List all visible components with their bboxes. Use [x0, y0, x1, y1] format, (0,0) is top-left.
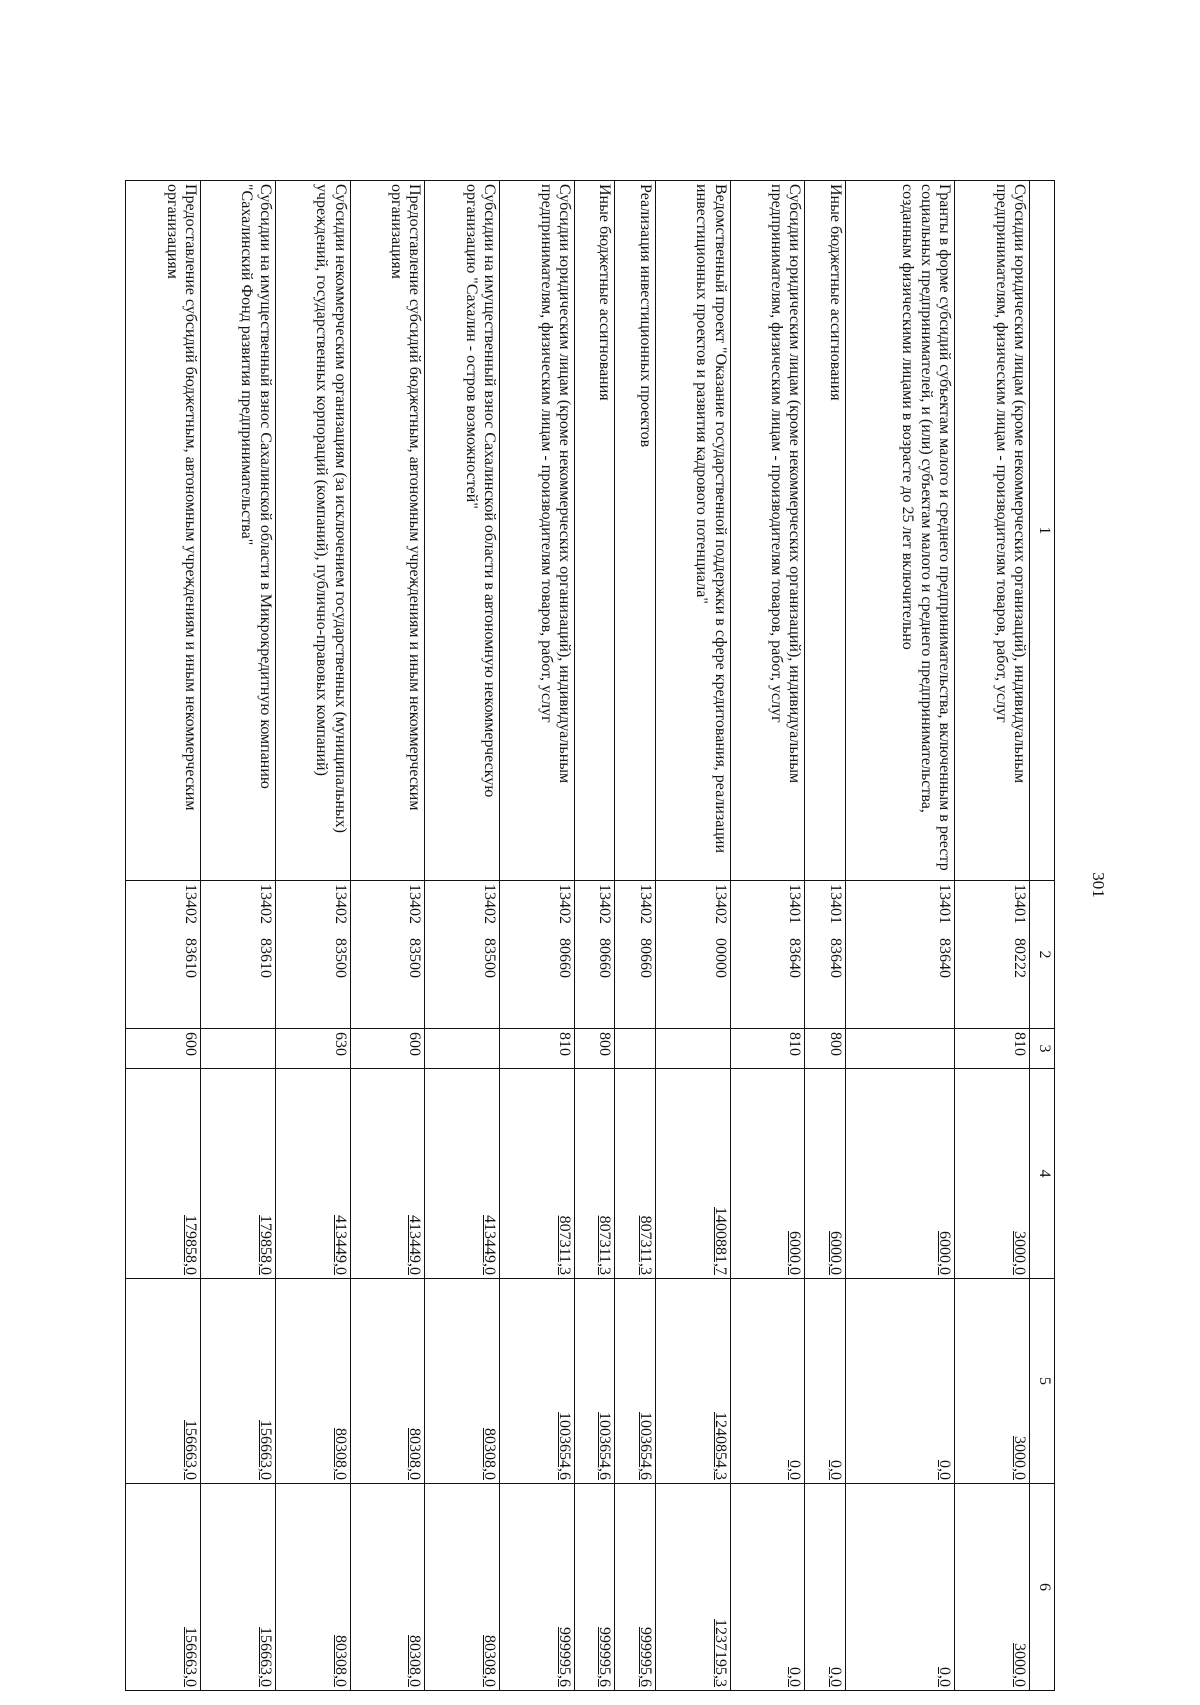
- table-row: [500, 181, 575, 1691]
- row-value-6: [425, 1484, 500, 1691]
- code-direction: 83500: [331, 938, 349, 978]
- amount-col6: 999995,6: [596, 1627, 614, 1687]
- table-row: [200, 181, 275, 1691]
- row-name: [655, 181, 730, 881]
- row-value-5: [575, 1279, 615, 1484]
- kvr-code: 800: [826, 1032, 844, 1056]
- column-header: 2: [1030, 881, 1055, 1029]
- table-row: [126, 181, 201, 1691]
- amount-col5: 80308,0: [406, 1428, 424, 1480]
- row-code: [126, 881, 201, 1029]
- kvr-code: 800: [596, 1032, 614, 1056]
- row-value-6: [200, 1484, 275, 1691]
- kvr-code: 810: [1011, 1032, 1028, 1056]
- row-name: [425, 181, 500, 881]
- row-name: [730, 181, 805, 881]
- code-program: 13402: [481, 884, 499, 924]
- row-kvr: [955, 1029, 1030, 1069]
- row-code: [615, 881, 655, 1029]
- row-name: [805, 181, 845, 881]
- row-value-5: [126, 1279, 201, 1484]
- amount-col4: 179858,0: [256, 1215, 274, 1275]
- row-value-5: [275, 1279, 350, 1484]
- table-row: [655, 181, 730, 1691]
- code-program: 13401: [1011, 884, 1028, 924]
- code-direction: 83610: [181, 938, 199, 978]
- code-program: 13401: [826, 884, 844, 924]
- row-value-5: [350, 1279, 425, 1484]
- code-direction: 83640: [936, 938, 954, 978]
- amount-col5: 156663,0: [256, 1420, 274, 1480]
- amount-col5: 3000,0: [1011, 1436, 1028, 1480]
- row-code: [500, 881, 575, 1029]
- row-value-5: [425, 1279, 500, 1484]
- row-code: [845, 881, 954, 1029]
- row-kvr: [730, 1029, 805, 1069]
- page-number: 301: [1089, 872, 1108, 898]
- row-code: [275, 881, 350, 1029]
- row-name-text: Предоставление субсидий бюджетным, автономным учреждениям и иным некоммерческим организациям: [163, 184, 199, 811]
- table-row: [425, 181, 500, 1691]
- row-value-6: [575, 1484, 615, 1691]
- row-name: [200, 181, 275, 881]
- row-code: [350, 881, 425, 1029]
- row-value-6: [730, 1484, 805, 1691]
- code-direction: 80660: [596, 938, 614, 978]
- row-value-5: [200, 1279, 275, 1484]
- table-row: [955, 181, 1030, 1691]
- row-value-4: [126, 1069, 201, 1279]
- amount-col5: 156663,0: [181, 1420, 199, 1480]
- row-value-6: [126, 1484, 201, 1691]
- row-kvr: [845, 1029, 954, 1069]
- amount-col6: 156663,0: [181, 1627, 199, 1687]
- row-name-text: Реализация инвестиционных проектов: [636, 184, 654, 448]
- amount-col5: 1003654,6: [636, 1412, 654, 1480]
- row-value-5: [615, 1279, 655, 1484]
- row-name: [275, 181, 350, 881]
- row-value-4: [200, 1069, 275, 1279]
- row-name: [955, 181, 1030, 881]
- code-direction: 00000: [711, 938, 729, 978]
- amount-col4: 807311,3: [596, 1215, 614, 1275]
- amount-col4: 413449,0: [331, 1215, 349, 1275]
- row-code: [955, 881, 1030, 1029]
- amount-col4: 807311,3: [636, 1215, 654, 1275]
- code-direction: 83610: [256, 938, 274, 978]
- amount-col4: 3000,0: [1011, 1231, 1028, 1275]
- row-value-4: [730, 1069, 805, 1279]
- column-header: 3: [1030, 1029, 1055, 1069]
- column-header: 6: [1030, 1484, 1055, 1691]
- row-value-4: [275, 1069, 350, 1279]
- column-header: 1: [1030, 181, 1055, 881]
- code-direction: 83500: [406, 938, 424, 978]
- table-row: [615, 181, 655, 1691]
- row-value-4: [350, 1069, 425, 1279]
- kvr-code: 810: [786, 1032, 804, 1056]
- amount-col5: 0,0: [826, 1460, 844, 1480]
- amount-col4: 6000,0: [786, 1231, 804, 1275]
- row-value-4: [425, 1069, 500, 1279]
- row-name: [350, 181, 425, 881]
- table-header-row: [1030, 181, 1055, 1691]
- amount-col6: 999995,6: [556, 1627, 574, 1687]
- row-value-4: [805, 1069, 845, 1279]
- row-name-text: Иные бюджетные ассигнования: [596, 184, 614, 401]
- row-name-text: Субсидии на имущественный взнос Сахалинской области в Микрокредитную компанию "Сахалинский Фонд развития предпринимательства": [238, 184, 274, 789]
- kvr-code: 600: [406, 1032, 424, 1056]
- amount-col5: 1003654,6: [556, 1412, 574, 1480]
- code-direction: 83640: [786, 938, 804, 978]
- code-direction: 80222: [1011, 938, 1028, 978]
- code-program: 13402: [331, 884, 349, 924]
- code-direction: 83640: [826, 938, 844, 978]
- row-name-text: Субсидии на имущественный взнос Сахалинской области в автономную некоммерческую организацию "Сахалин - остров возможностей": [462, 184, 499, 798]
- amount-col4: 413449,0: [481, 1215, 499, 1275]
- row-code: [730, 881, 805, 1029]
- row-value-4: [615, 1069, 655, 1279]
- amount-col6: 0,0: [786, 1667, 804, 1687]
- row-kvr: [275, 1029, 350, 1069]
- code-program: 13402: [636, 884, 654, 924]
- code-direction: 83500: [481, 938, 499, 978]
- row-kvr: [350, 1029, 425, 1069]
- code-program: 13402: [181, 884, 199, 924]
- code-program: 13401: [936, 884, 954, 924]
- row-value-6: [275, 1484, 350, 1691]
- amount-col6: 80308,0: [406, 1635, 424, 1687]
- table-row: [845, 181, 954, 1691]
- row-value-6: [350, 1484, 425, 1691]
- code-program: 13402: [711, 884, 729, 924]
- row-name-text: Субсидии юридическим лицам (кроме некоммерческих организаций), индивидуальным предпринимателям, физическим лицам - производителям товаров, работ, услуг: [537, 184, 574, 784]
- code-program: 13402: [596, 884, 614, 924]
- row-name: [615, 181, 655, 881]
- amount-col4: 6000,0: [826, 1231, 844, 1275]
- row-value-4: [955, 1069, 1030, 1279]
- row-name-text: Субсидии юридическим лицам (кроме некоммерческих организаций), индивидуальным предпринимателям, физическим лицам - производителям товаров, работ, услуг: [992, 184, 1028, 784]
- amount-col6: 156663,0: [256, 1627, 274, 1687]
- kvr-code: 810: [556, 1032, 574, 1056]
- amount-col5: 1240854,3: [711, 1412, 729, 1480]
- row-code: [200, 881, 275, 1029]
- amount-col4: 807311,3: [556, 1215, 574, 1275]
- code-program: 13402: [256, 884, 274, 924]
- row-name-text: Субсидии некоммерческим организациям (за исключением государственных (муниципальных) учреждений, государственных корпораций (компаний), публично-правовых компаний): [313, 184, 349, 833]
- row-kvr: [615, 1029, 655, 1069]
- row-name-text: Ведомственный проект "Оказание государственной поддержки в сфере кредитования, реализации инвестиционных проектов и развития кадрового потенциала": [693, 184, 729, 853]
- row-kvr: [126, 1029, 201, 1069]
- amount-col5: 80308,0: [481, 1428, 499, 1480]
- row-value-4: [575, 1069, 615, 1279]
- row-code: [805, 881, 845, 1029]
- table-row: [275, 181, 350, 1691]
- row-code: [425, 881, 500, 1029]
- column-header: 4: [1030, 1069, 1055, 1279]
- amount-col4: 6000,0: [936, 1231, 954, 1275]
- code-direction: 80660: [636, 938, 654, 978]
- row-value-4: [655, 1069, 730, 1279]
- row-value-5: [730, 1279, 805, 1484]
- row-kvr: [200, 1029, 275, 1069]
- table-row: [575, 181, 615, 1691]
- row-value-5: [500, 1279, 575, 1484]
- code-program: 13402: [556, 884, 574, 924]
- row-value-6: [955, 1484, 1030, 1691]
- row-value-6: [500, 1484, 575, 1691]
- amount-col6: 999995,6: [636, 1627, 654, 1687]
- amount-col6: 80308,0: [481, 1635, 499, 1687]
- row-name: [500, 181, 575, 881]
- amount-col6: 1237195,3: [711, 1619, 729, 1687]
- amount-col6: 3000,0: [1011, 1643, 1028, 1687]
- row-value-4: [500, 1069, 575, 1279]
- table-row: [805, 181, 845, 1691]
- row-value-5: [655, 1279, 730, 1484]
- row-code: [575, 881, 615, 1029]
- row-value-5: [805, 1279, 845, 1484]
- amount-col6: 0,0: [826, 1667, 844, 1687]
- row-name-text: Предоставление субсидий бюджетным, автономным учреждениям и иным некоммерческим организациям: [388, 184, 424, 811]
- code-direction: 80660: [556, 938, 574, 978]
- column-header: 5: [1030, 1279, 1055, 1484]
- table-row: [730, 181, 805, 1691]
- row-name-text: Гранты в форме субсидий субъектам малого и среднего предпринимательства, включенным в реестр социальных предпринимателей, и (или) субъектам малого и среднего предпринимательства, созданным физическими лицами в возрасте до 25 лет включительно: [899, 184, 954, 871]
- amount-col5: 1003654,6: [596, 1412, 614, 1480]
- code-program: 13402: [406, 884, 424, 924]
- rotated-table-container: [125, 180, 1055, 1690]
- row-kvr: [805, 1029, 845, 1069]
- row-kvr: [425, 1029, 500, 1069]
- table-row: [350, 181, 425, 1691]
- amount-col6: 0,0: [936, 1667, 954, 1687]
- amount-col4: 179858,0: [181, 1215, 199, 1275]
- row-value-6: [655, 1484, 730, 1691]
- row-value-6: [845, 1484, 954, 1691]
- amount-col6: 80308,0: [331, 1635, 349, 1687]
- row-code: [655, 881, 730, 1029]
- row-kvr: [575, 1029, 615, 1069]
- row-name: [126, 181, 201, 881]
- amount-col4: 413449,0: [406, 1215, 424, 1275]
- row-name: [845, 181, 954, 881]
- amount-col5: 0,0: [936, 1460, 954, 1480]
- row-value-4: [845, 1069, 954, 1279]
- kvr-code: 600: [181, 1032, 199, 1056]
- kvr-code: 630: [331, 1032, 349, 1056]
- row-kvr: [655, 1029, 730, 1069]
- amount-col5: 80308,0: [331, 1428, 349, 1480]
- row-value-5: [955, 1279, 1030, 1484]
- row-value-6: [805, 1484, 845, 1691]
- table-body: [126, 181, 1030, 1691]
- amount-col5: 0,0: [786, 1460, 804, 1480]
- row-name-text: Иные бюджетные ассигнования: [826, 184, 844, 401]
- budget-table: [125, 180, 1055, 1691]
- row-name-text: Субсидии юридическим лицам (кроме некоммерческих организаций), индивидуальным предпринимателям, физическим лицам - производителям товаров, работ, услуг: [768, 184, 804, 784]
- row-kvr: [500, 1029, 575, 1069]
- row-name: [575, 181, 615, 881]
- row-value-6: [615, 1484, 655, 1691]
- row-value-5: [845, 1279, 954, 1484]
- amount-col4: 1400881,7: [711, 1207, 729, 1275]
- code-program: 13401: [786, 884, 804, 924]
